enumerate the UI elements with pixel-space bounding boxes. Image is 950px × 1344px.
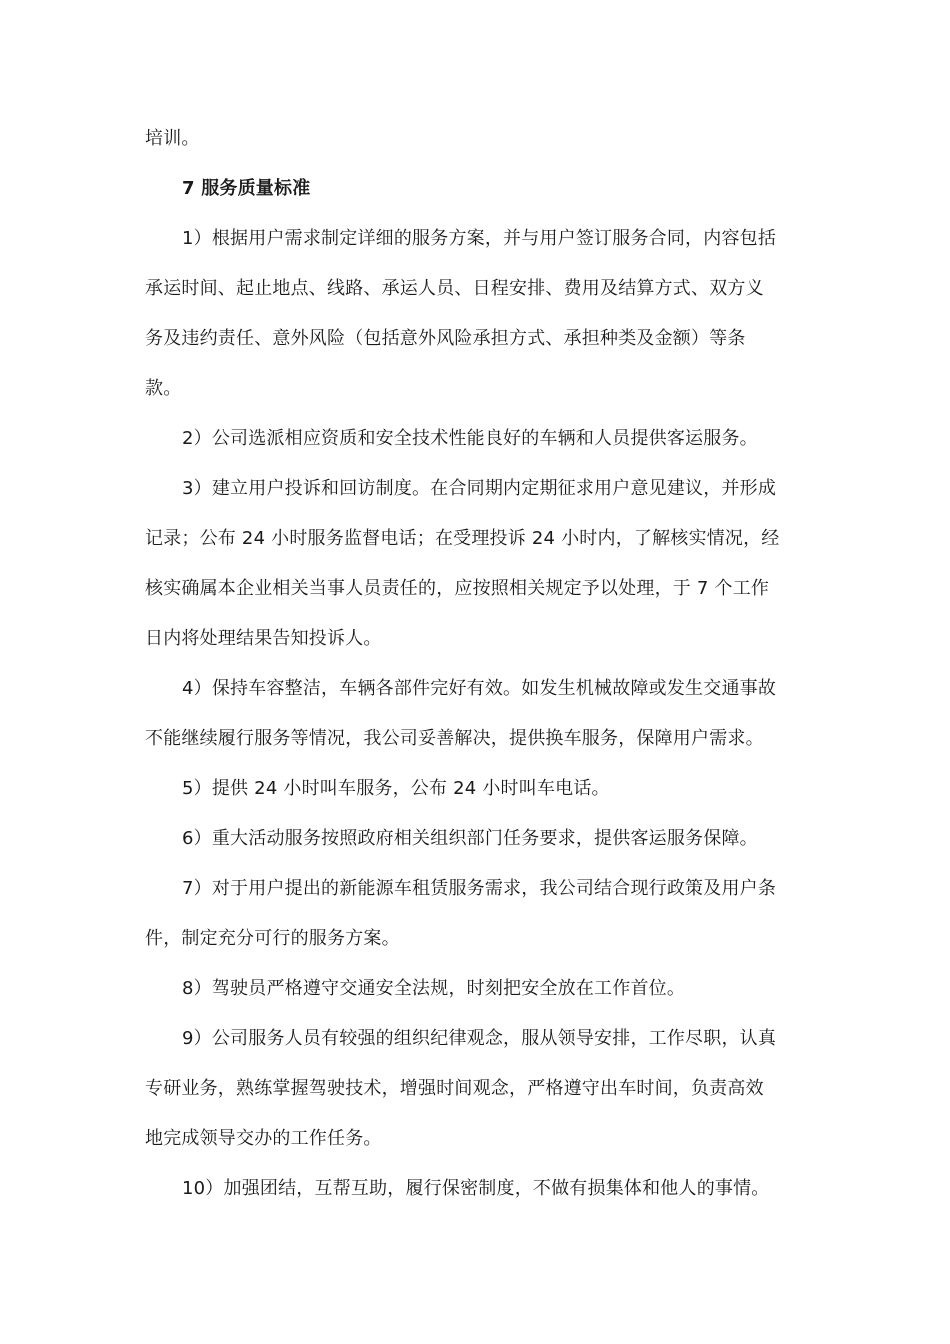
item-9-line-1: 9）公司服务人员有较强的组织纪律观念，服从领导安排，工作尽职，认真 xyxy=(182,1028,777,1049)
item-1-line-4: 款。 xyxy=(145,378,182,399)
item-4-line-1: 4）保持车容整洁，车辆各部件完好有效。如发生机械故障或发生交通事故 xyxy=(182,678,777,699)
item-3-line-3: 核实确属本企业相关当事人员责任的，应按照相关规定予以处理，于 7 个工作 xyxy=(145,578,770,599)
item-5-line-1: 5）提供 24 小时叫车服务，公布 24 小时叫车电话。 xyxy=(182,778,610,799)
item-7-line-1: 7）对于用户提出的新能源车租赁服务需求，我公司结合现行政策及用户条 xyxy=(182,878,777,899)
item-7-line-2: 件，制定充分可行的服务方案。 xyxy=(145,928,400,949)
item-6-line-1: 6）重大活动服务按照政府相关组织部门任务要求，提供客运服务保障。 xyxy=(182,828,758,849)
text-line-training-end: 培训。 xyxy=(145,128,200,149)
item-3-line-1: 3）建立用户投诉和回访制度。在合同期内定期征求用户意见建议，并形成 xyxy=(182,478,777,499)
item-3-line-4: 日内将处理结果告知投诉人。 xyxy=(145,628,382,649)
item-10-line-1: 10）加强团结，互帮互助，履行保密制度，不做有损集体和他人的事情。 xyxy=(182,1178,770,1199)
item-1-line-2: 承运时间、起止地点、线路、承运人员、日程安排、费用及结算方式、双方义 xyxy=(145,278,764,299)
item-3-line-2: 记录；公布 24 小时服务监督电话；在受理投诉 24 小时内，了解核实情况，经 xyxy=(145,528,780,549)
item-1-line-3: 务及违约责任、意外风险（包括意外风险承担方式、承担种类及金额）等条 xyxy=(145,328,746,349)
item-2-line-1: 2）公司选派相应资质和安全技术性能良好的车辆和人员提供客运服务。 xyxy=(182,428,758,449)
item-8-line-1: 8）驾驶员严格遵守交通安全法规，时刻把安全放在工作首位。 xyxy=(182,978,686,999)
section-heading-service-quality: 7 服务质量标准 xyxy=(182,178,311,199)
item-4-line-2: 不能继续履行服务等情况，我公司妥善解决，提供换车服务，保障用户需求。 xyxy=(145,728,764,749)
item-1-line-1: 1）根据用户需求制定详细的服务方案，并与用户签订服务合同，内容包括 xyxy=(182,228,777,249)
item-9-line-2: 专研业务，熟练掌握驾驶技术，增强时间观念，严格遵守出车时间，负责高效 xyxy=(145,1078,764,1099)
item-9-line-3: 地完成领导交办的工作任务。 xyxy=(145,1128,382,1149)
